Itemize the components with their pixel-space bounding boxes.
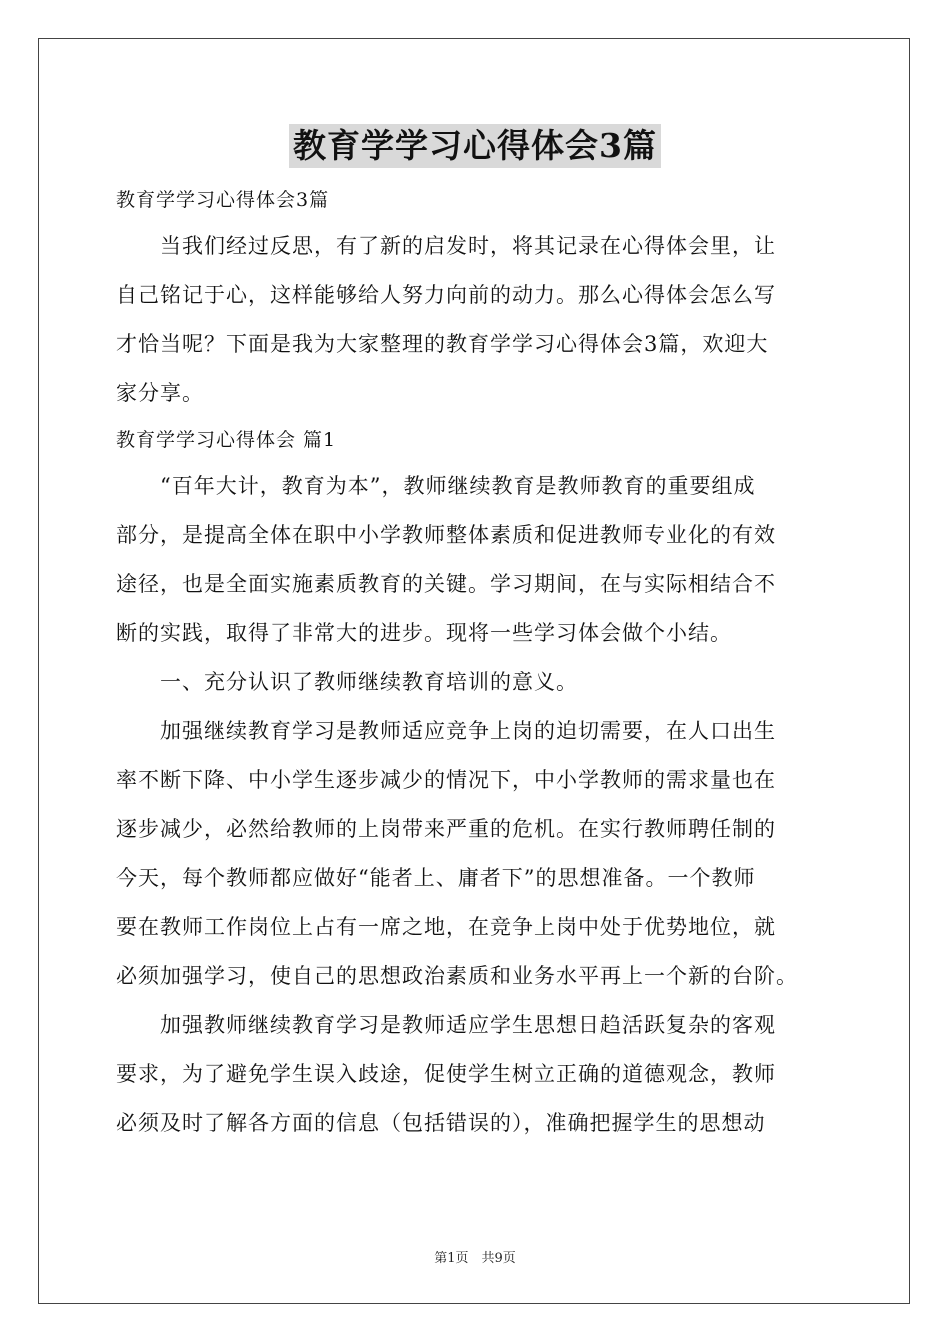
intro-line: 才恰当呢？下面是我为大家整理的教育学学习心得体会3篇，欢迎大 bbox=[116, 332, 769, 356]
document-title: 教育学学习心得体会3篇 bbox=[289, 124, 661, 168]
body-line: 率不断下降、中小学生逐步减少的情况下，中小学教师的需求量也在 bbox=[116, 768, 776, 792]
body-line: 加强继续教育学习是教师适应竞争上岗的迫切需要，在人口出生 bbox=[116, 719, 776, 743]
intro-line: 当我们经过反思，有了新的启发时，将其记录在心得体会里，让 bbox=[116, 234, 776, 258]
section-heading: 教育学学习心得体会 篇1 bbox=[116, 429, 337, 451]
body-line: 部分，是提高全体在职中小学教师整体素质和促进教师专业化的有效 bbox=[116, 523, 776, 547]
body-line: 要在教师工作岗位上占有一席之地，在竞争上岗中处于优势地位，就 bbox=[116, 915, 776, 939]
body-line: 一、充分认识了教师继续教育培训的意义。 bbox=[116, 670, 578, 694]
body-line: “百年大计，教育为本”，教师继续教育是教师教育的重要组成 bbox=[116, 474, 756, 498]
body-line: 必须及时了解各方面的信息（包括错误的），准确把握学生的思想动 bbox=[116, 1111, 766, 1135]
document-title-wrapper bbox=[0, 124, 950, 168]
body-line: 要求，为了避免学生误入歧途，促使学生树立正确的道德观念，教师 bbox=[116, 1062, 776, 1086]
intro-line: 自己铭记于心，这样能够给人努力向前的动力。那么心得体会怎么写 bbox=[116, 283, 776, 307]
body-line: 必须加强学习，使自己的思想政治素质和业务水平再上一个新的台阶。 bbox=[116, 964, 798, 988]
document-subtitle: 教育学学习心得体会3篇 bbox=[116, 189, 330, 211]
body-line: 逐步减少，必然给教师的上岗带来严重的危机。在实行教师聘任制的 bbox=[116, 817, 776, 841]
body-line: 加强教师继续教育学习是教师适应学生思想日趋活跃复杂的客观 bbox=[116, 1013, 776, 1037]
intro-line: 家分享。 bbox=[116, 381, 204, 405]
document-body bbox=[116, 178, 834, 1148]
body-line: 途径，也是全面实施素质教育的关键。学习期间，在与实际相结合不 bbox=[116, 572, 776, 596]
body-line: 今天，每个教师都应做好“能者上、庸者下”的思想准备。一个教师 bbox=[116, 866, 756, 890]
body-line: 断的实践，取得了非常大的进步。现将一些学习体会做个小结。 bbox=[116, 621, 732, 645]
page-footer: 第1页 共9页 bbox=[434, 1251, 516, 1266]
